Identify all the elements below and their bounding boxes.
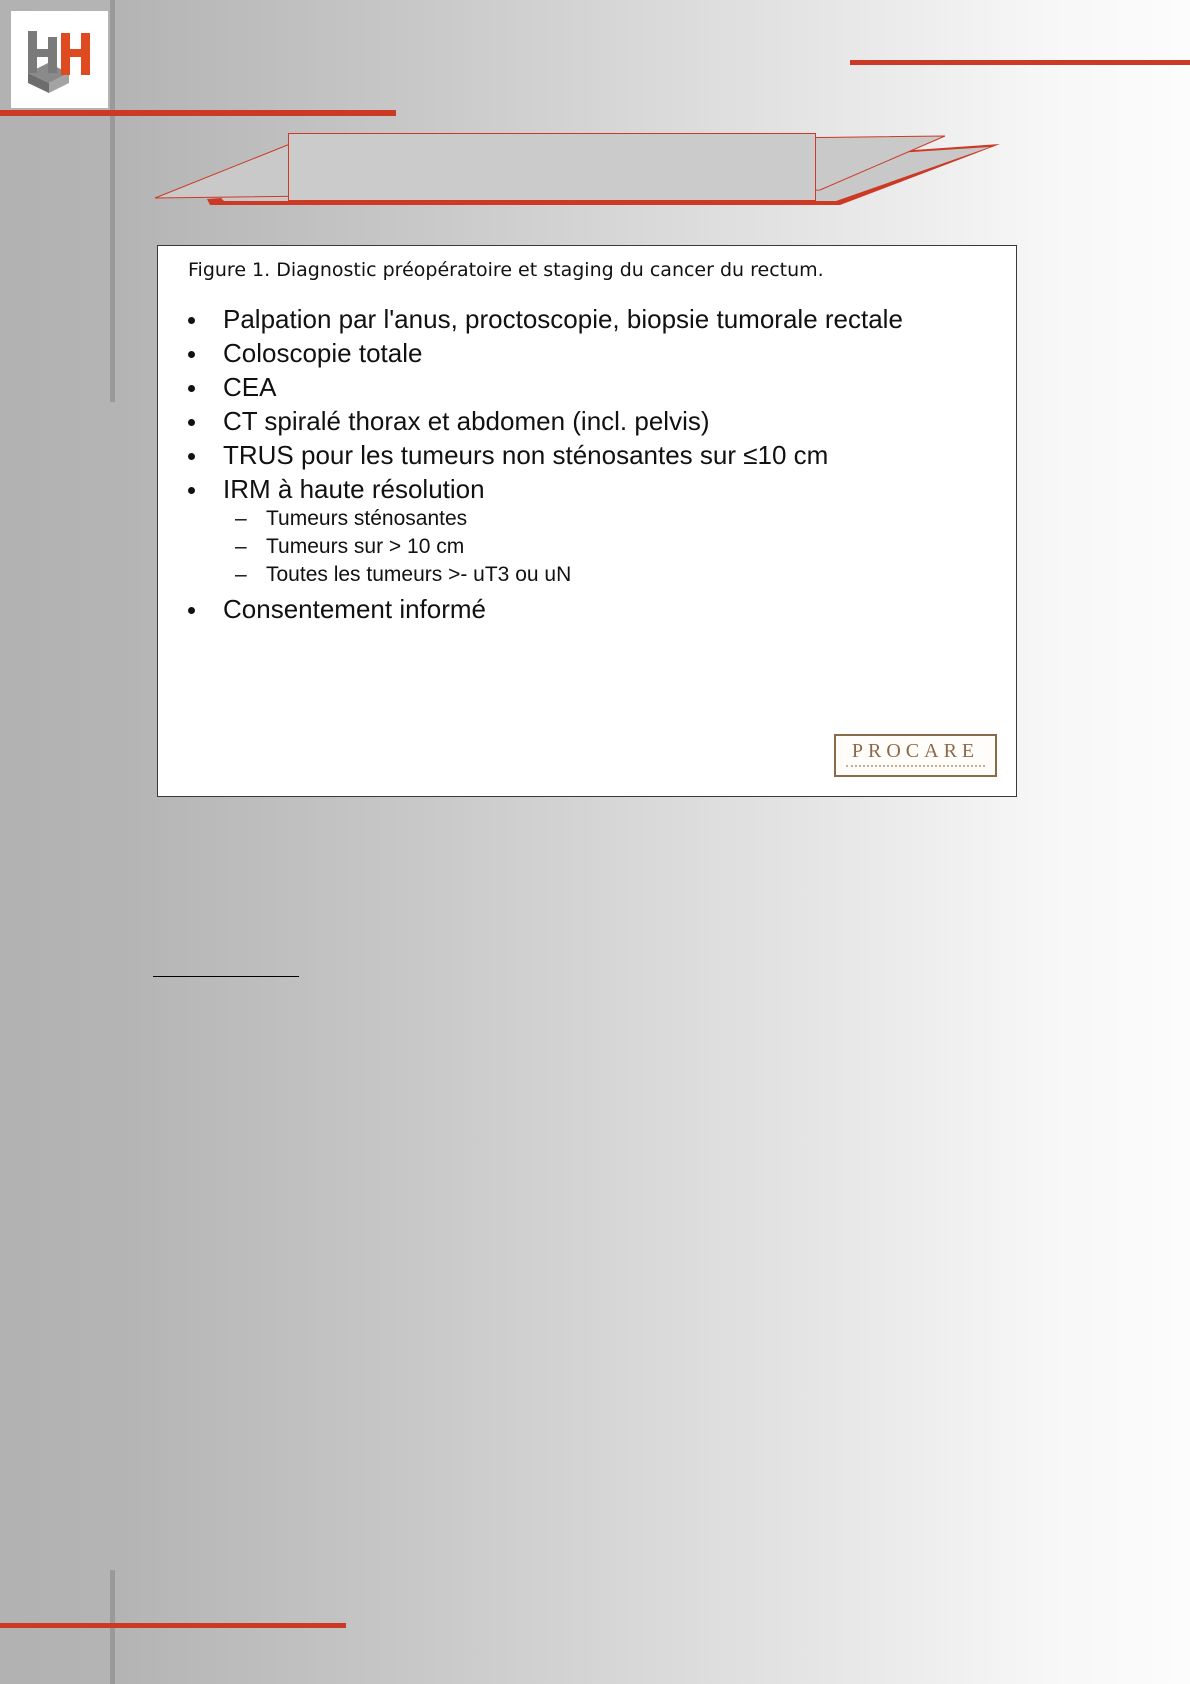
dash-icon: – xyxy=(235,535,247,558)
list-item xyxy=(188,596,988,623)
dash-icon: – xyxy=(235,563,247,586)
sub-list-item xyxy=(223,505,988,533)
bullet-icon xyxy=(188,607,195,614)
sub-list-item xyxy=(223,561,988,589)
list-item-label: Consentement informé xyxy=(223,594,487,624)
vertical-rule-top xyxy=(110,0,115,402)
list-item-label: CEA xyxy=(223,372,277,402)
diagnostic-list xyxy=(188,306,988,630)
procare-tagline-mark xyxy=(846,765,985,769)
list-item-label: TRUS pour les tumeurs non sténosantes sur ≤10 cm xyxy=(223,440,829,470)
bullet-icon xyxy=(188,385,195,392)
procare-logo-text: PROCARE xyxy=(851,740,980,762)
sub-list-item-label: Tumeurs sténosantes xyxy=(266,507,468,530)
list-item-label: CT spiralé thorax et abdomen (incl. pelvis) xyxy=(223,406,710,436)
hh-logo xyxy=(11,11,108,108)
bullet-icon xyxy=(188,487,195,494)
figure-box xyxy=(157,245,1017,797)
list-item xyxy=(188,476,988,589)
sub-list-item-label: Tumeurs sur > 10 cm xyxy=(266,535,465,558)
list-item xyxy=(188,408,988,435)
figure-caption: Figure 1. Diagnostic préopératoire et staging du cancer du rectum. xyxy=(188,259,824,281)
list-item-label: Palpation par l'anus, proctoscopie, biopsie tumorale rectale xyxy=(223,304,903,334)
list-item xyxy=(188,340,988,367)
hh-logo-graphic xyxy=(11,11,108,108)
sub-list xyxy=(223,505,988,589)
list-item-label: IRM à haute résolution xyxy=(223,474,485,504)
sub-list-item xyxy=(223,533,988,561)
list-item xyxy=(188,306,988,333)
title-box xyxy=(288,133,816,201)
bullet-icon xyxy=(188,351,195,358)
underline-rule xyxy=(153,976,299,977)
bullet-icon xyxy=(188,453,195,460)
sub-list-item-label: Toutes les tumeurs >- uT3 ou uN xyxy=(266,563,572,586)
dash-icon: – xyxy=(235,507,247,530)
bullet-icon xyxy=(188,419,195,426)
red-rule-top-left xyxy=(0,110,396,116)
procare-logo xyxy=(834,734,997,777)
list-item-label: Coloscopie totale xyxy=(223,338,423,368)
red-rule-bottom-left xyxy=(0,1623,346,1628)
list-item xyxy=(188,374,988,401)
red-rule-top-right xyxy=(850,60,1190,65)
bullet-icon xyxy=(188,317,195,324)
list-item xyxy=(188,442,988,469)
